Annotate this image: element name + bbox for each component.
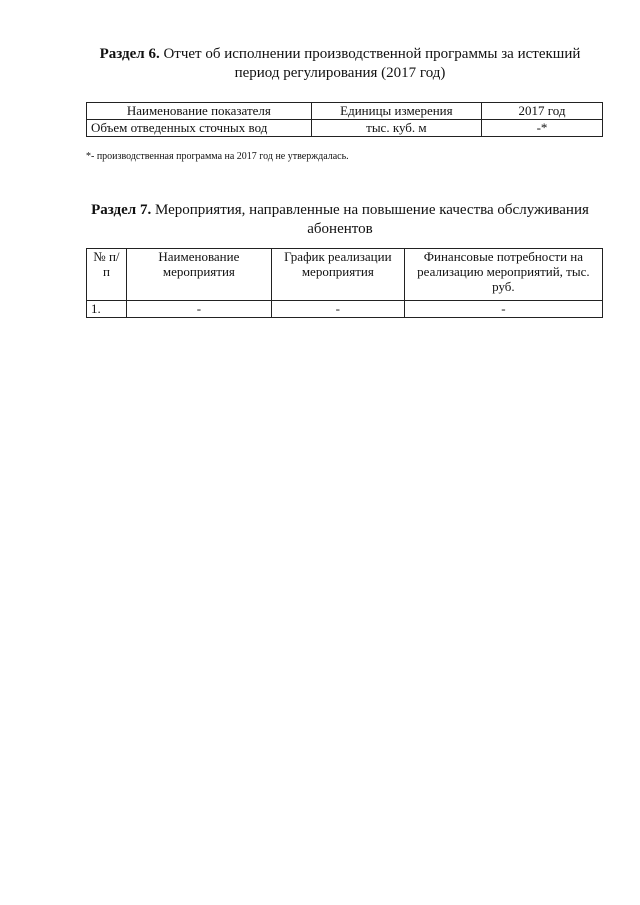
section-7-number: Раздел 7. <box>91 202 152 218</box>
column-header: Финансовые потребности на реализацию мероприятий, тыс. руб. <box>404 249 602 301</box>
section-6-heading <box>80 45 600 83</box>
table-cell: - <box>271 301 404 318</box>
column-header: Наименование показателя <box>87 103 312 120</box>
table-cell: тыс. куб. м <box>311 120 481 137</box>
section-6-number: Раздел 6. <box>99 46 160 62</box>
table-cell: -* <box>482 120 603 137</box>
column-header: График реализации мероприятия <box>271 249 404 301</box>
column-header: Единицы измерения <box>311 103 481 120</box>
table-header-row <box>87 103 603 120</box>
section-6-title: Отчет об исполнении производственной программы за истекший период регулирования (2017 год) <box>163 46 581 81</box>
column-header: 2017 год <box>482 103 603 120</box>
section-7-title: Мероприятия, направленные на повышение качества обслуживания абонентов <box>154 202 589 237</box>
table-cell: 1. <box>87 301 127 318</box>
table-cell: - <box>404 301 602 318</box>
table-header-row <box>87 249 603 301</box>
section-7-heading <box>80 201 600 239</box>
table-row <box>87 120 603 137</box>
footnote: *- производственная программа на 2017 год не утверждалась. <box>86 151 349 162</box>
table-row <box>87 301 603 318</box>
column-header: № п/п <box>87 249 127 301</box>
section-6-table <box>86 102 603 137</box>
column-header: Наименование мероприятия <box>126 249 271 301</box>
section-7-table <box>86 248 603 318</box>
table-cell: - <box>126 301 271 318</box>
table-cell: Объем отведенных сточных вод <box>87 120 312 137</box>
